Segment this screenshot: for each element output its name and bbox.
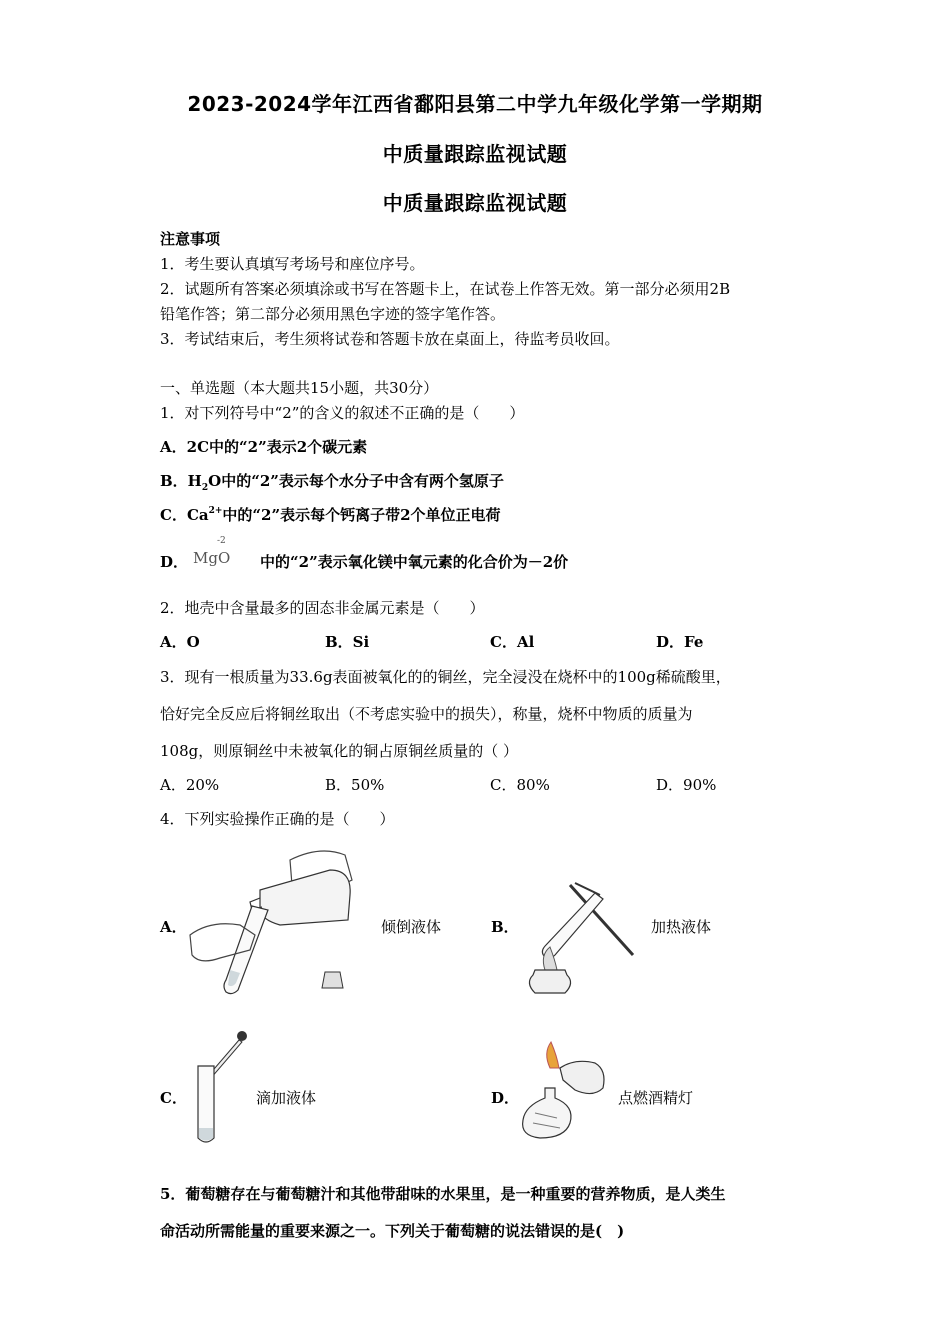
question-1-option-b: B．$H_2O$中的“2”表示每个水分子中含有两个氢原子 bbox=[160, 472, 504, 493]
notice-item: 1．考生要认真填写考场号和座位序号。 bbox=[160, 255, 425, 273]
question-3-line-2: 恰好完全反应后将铜丝取出（不考虑实验中的损失），称量，烧杯中物质的质量为 bbox=[160, 705, 693, 723]
notice-item: 铅笔作答；第二部分必须用黑色字迹的签字笔作答。 bbox=[160, 305, 506, 323]
question-4-option-b-caption: 加热液体 bbox=[651, 918, 712, 936]
question-2-stem: 2．地壳中含量最多的固态非金属元素是（ ） bbox=[160, 599, 485, 617]
question-4-option-d-caption: 点燃酒精灯 bbox=[618, 1089, 694, 1107]
dropping-liquid-figure bbox=[190, 1028, 250, 1148]
question-3-option-d: D．90% bbox=[656, 776, 717, 794]
page-title-line-3: 中质量跟踪监视试题 bbox=[382, 191, 568, 215]
question-1-option-c: C．$Ca^{2+}$中的“2”表示每个钙离子带2个单位正电荷 bbox=[160, 506, 501, 524]
page-title-line-2: 中质量跟踪监视试题 bbox=[382, 142, 568, 166]
question-4-option-a-caption: 倾倒液体 bbox=[381, 918, 442, 936]
question-3-option-c: C．80% bbox=[490, 776, 550, 794]
lighting-alcohol-lamp-figure bbox=[515, 1038, 615, 1143]
question-2-option-c: C．Al bbox=[490, 633, 535, 651]
page-title-line-1: 2023-2024学年江西省鄱阳县第二中学九年级化学第一学期期 bbox=[187, 92, 763, 116]
question-4-option-c-caption: 滴加液体 bbox=[256, 1089, 317, 1107]
question-1-option-d: D． 中的“2”表示氧化镁中氧元素的化合价为－2价 bbox=[160, 553, 569, 571]
question-1-stem: 1．对下列符号中“2”的含义的叙述不正确的是（ ） bbox=[160, 404, 525, 422]
notice-item: 2．试题所有答案必须填涂或书写在答题卡上，在试卷上作答无效。第一部分必须用2B bbox=[160, 280, 731, 298]
question-4-option-c-label: C． bbox=[160, 1089, 187, 1107]
question-5-line-1: 5．葡萄糖存在与葡萄糖汁和其他带甜味的水果里，是一种重要的营养物质，是人类生 bbox=[160, 1185, 726, 1203]
question-4-option-b-label: B． bbox=[491, 918, 519, 936]
question-5-line-2: 命活动所需能量的重要来源之一。下列关于葡萄糖的说法错误的是( ) bbox=[160, 1222, 625, 1240]
question-3-option-b: B．50% bbox=[325, 776, 385, 794]
question-2-option-d: D．Fe bbox=[656, 633, 704, 651]
question-4-stem: 4．下列实验操作正确的是（ ） bbox=[160, 810, 395, 828]
question-4-option-d-label: D． bbox=[491, 1089, 520, 1107]
formula-oxygen: O -2 bbox=[216, 536, 231, 567]
section-heading: 一、单选题（本大题共15小题，共30分） bbox=[160, 379, 439, 397]
question-2-option-a: A．O bbox=[160, 633, 200, 651]
question-3-option-a: A．20% bbox=[160, 776, 220, 794]
heating-liquid-figure bbox=[515, 875, 640, 1000]
notice-item: 3．考试结束后，考生须将试卷和答题卡放在桌面上，待监考员收回。 bbox=[160, 330, 620, 348]
question-2-option-b: B．Si bbox=[325, 633, 370, 651]
question-3-line-1: 3．现有一根质量为33.6g表面被氧化的的铜丝，完全浸没在烧杯中的100g稀硫酸里， bbox=[160, 668, 731, 686]
question-4-option-a-label: A． bbox=[160, 918, 187, 936]
pouring-liquid-figure bbox=[180, 840, 360, 995]
formula-mgo: MgO -2 bbox=[193, 536, 231, 567]
notice-heading: 注意事项 bbox=[160, 230, 221, 248]
question-3-line-3: 108g，则原铜丝中未被氧化的铜占原铜丝质量的（ ） bbox=[160, 742, 519, 760]
valence-mark: -2 bbox=[216, 536, 226, 546]
question-1-option-a: A．2C中的“2”表示2个碳元素 bbox=[160, 438, 368, 456]
